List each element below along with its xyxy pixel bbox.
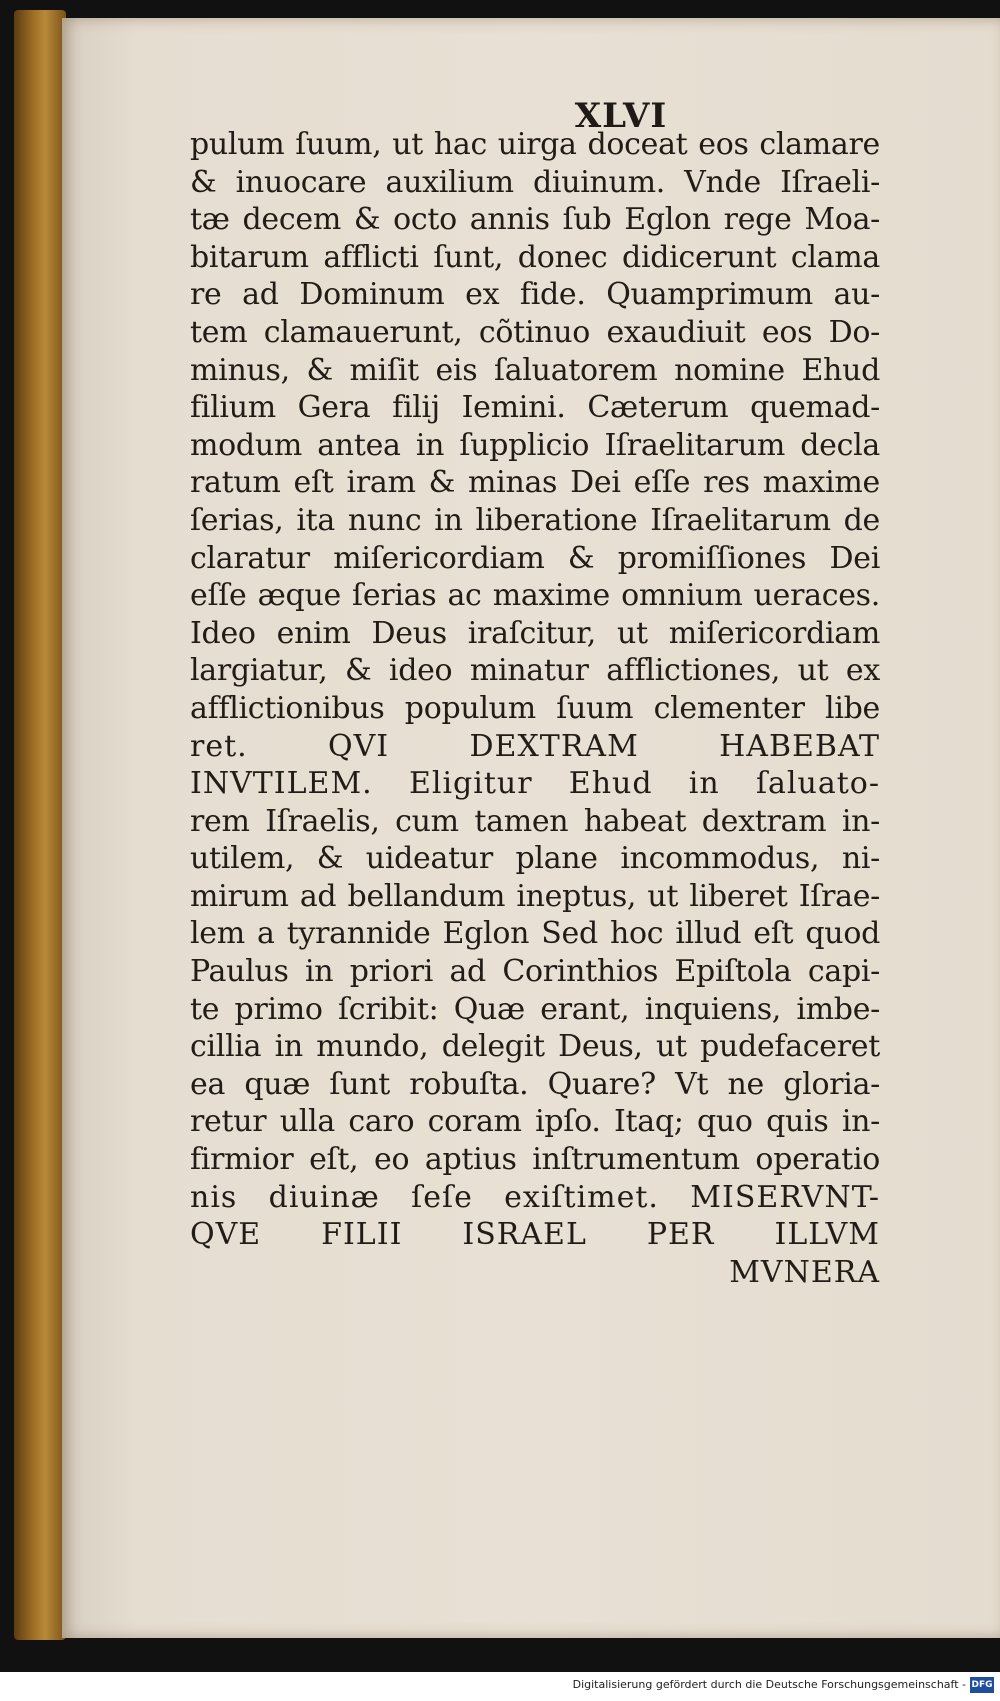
digitization-footer	[0, 1672, 1000, 1701]
text-line: Ideo enim Deus iraſcitur, ut miſericordiam	[190, 615, 880, 651]
text-line: QVE FILII ISRAEL PER ILLVM	[190, 1217, 880, 1253]
text-line: largiatur, & ideo minatur afflictiones, ut ex	[190, 653, 880, 689]
text-line: minus, & miſit eis ſaluatorem nomine Ehud	[190, 352, 880, 388]
text-block	[190, 126, 880, 1291]
catchword: MVNERA	[729, 1254, 880, 1290]
text-line: filium Gera filij Iemini. Cæterum quemad-	[190, 390, 880, 426]
text-line: ſerias, ita nunc in liberatione Iſraelitarum de	[190, 502, 880, 538]
text-line: INVTILEM. Eligitur Ehud in ſaluato-	[190, 766, 880, 802]
text-line: cillia in mundo, delegit Deus, ut pudefaceret	[190, 1029, 880, 1065]
text-line: nis diuinæ ſeſe exiſtimet. MISERVNT-	[190, 1179, 880, 1215]
text-line: ea quæ ſunt robuſta. Quare? Vt ne gloria-	[190, 1066, 880, 1102]
text-line: pulum ſuum, ut hac uirga doceat eos clamare	[190, 127, 880, 162]
text-line: firmior eſt, eo aptius inſtrumentum operatio	[190, 1142, 880, 1178]
text-line: lem a tyrannide Eglon Sed hoc illud eſt quod	[190, 916, 880, 952]
text-line: rem Iſraelis, cum tamen habeat dextram in-	[190, 803, 880, 839]
text-line: afflictionibus populum ſuum clementer libe	[190, 690, 880, 726]
text-line: Paulus in priori ad Corinthios Epiſtola capi-	[190, 954, 880, 990]
text-line: modum antea in ſupplicio Iſraelitarum decla	[190, 427, 880, 463]
text-line: te primo ſcribit: Quæ erant, inquiens, imbe-	[190, 991, 880, 1027]
text-line: ratum eſt iram & minas Dei eſſe res maxime	[190, 465, 880, 501]
folio-number: XLVI	[574, 96, 668, 136]
text-line: & inuocare auxilium diuinum. Vnde Iſraeli-	[190, 164, 880, 200]
text-line: retur ulla caro coram ipſo. Itaq; quo quis in-	[190, 1104, 880, 1140]
text-line: tem clamauerunt, cõtinuo exaudiuit eos Do-	[190, 314, 880, 350]
dfg-logo-icon: DFG	[970, 1677, 994, 1693]
text-line: claratur miſericordiam & promiſſiones Dei	[190, 540, 880, 576]
text-line: tæ decem & octo annis ſub Eglon rege Moa-	[190, 202, 880, 238]
text-line: eſſe æque ſerias ac maxime omnium ueraces.	[190, 578, 880, 614]
text-line: re ad Dominum ex fide. Quamprimum au-	[190, 277, 880, 313]
book-spine-edge	[14, 10, 66, 1640]
text-line: mirum ad bellandum ineptus, ut liberet Iſrae-	[190, 878, 880, 914]
text-line: ret. QVI DEXTRAM HABEBAT	[190, 728, 880, 764]
funding-credit: Digitalisierung gefördert durch die Deutsche Forschungsgemeinschaft -	[572, 1678, 966, 1691]
text-line: utilem, & uideatur plane incommodus, ni-	[190, 841, 880, 877]
text-line: bitarum afflicti ſunt, donec didicerunt clama	[190, 239, 880, 275]
